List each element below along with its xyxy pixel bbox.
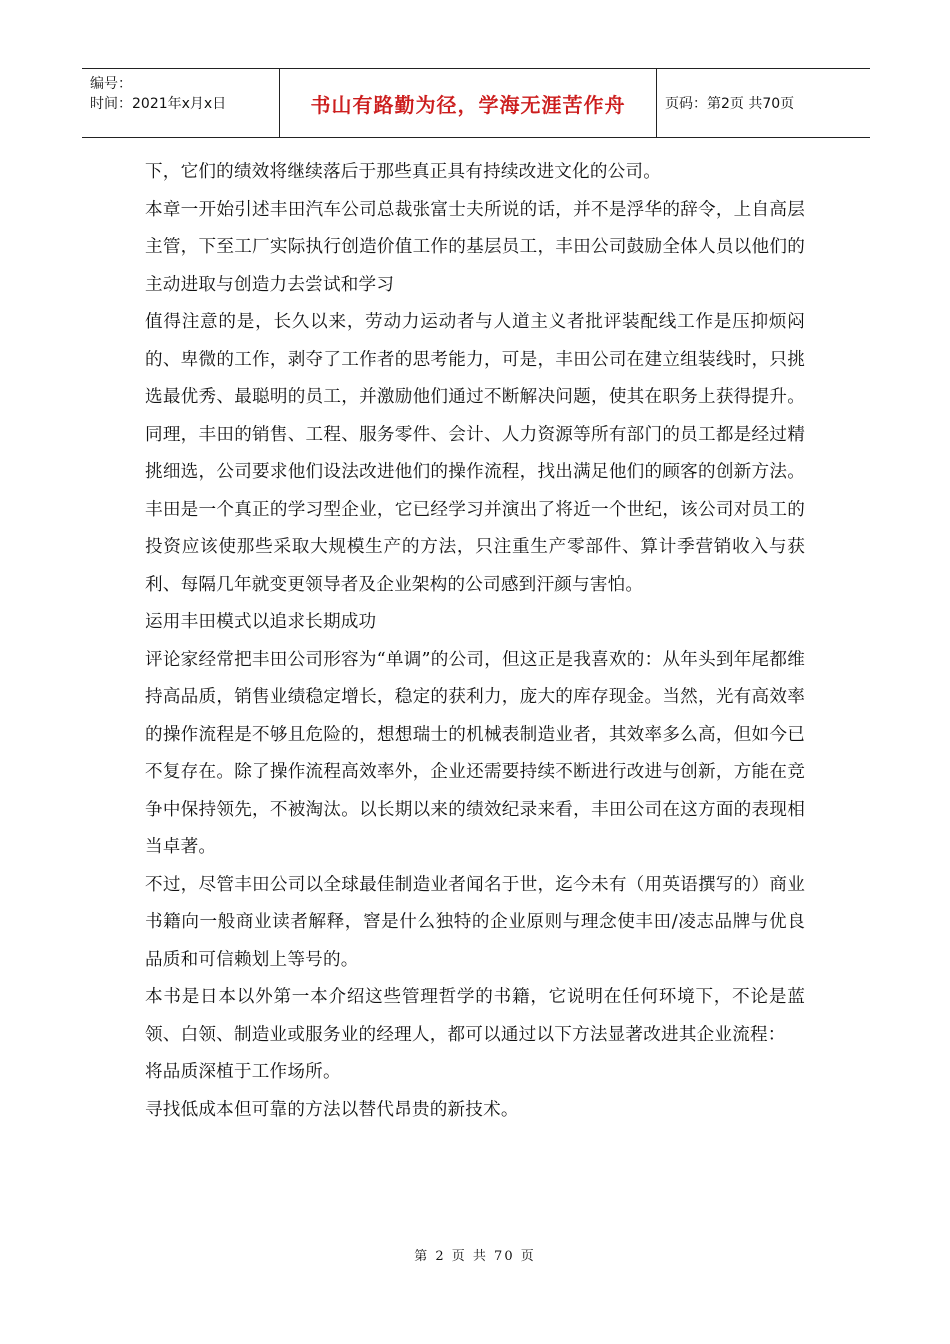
- time-label: 时间：2021年x月x日: [90, 96, 227, 112]
- page-footer: 第 2 页 共 70 页: [414, 1249, 536, 1264]
- paragraph: 评论家经常把丰田公司形容为“单调”的公司，但这正是我喜欢的：从年头到年尾都维持高品质，销售业绩稳定增长，稳定的获利力，庞大的库存现金。当然，光有高效率的操作流程是不够且危险的，想想瑞士的机械表制造业者，其效率多么高，但如今已不复存在。除了操作流程高效率外，企业还需要持续不断进行改进与创新，方能在竞争中保持领先，不被淘汰。以长期以来的绩效纪录来看，丰田公司在这方面的表现相当卓著。: [145, 649, 805, 857]
- document-body: [145, 154, 805, 1129]
- section-heading: 运用丰田模式以追求长期成功: [145, 612, 377, 632]
- paragraph: 下，它们的绩效将继续落后于那些真正具有持续改进文化的公司。: [145, 162, 662, 182]
- header-meta: [82, 69, 280, 137]
- list-item: 寻找低成本但可靠的方法以替代昂贵的新技术。: [145, 1099, 519, 1120]
- paragraph: 值得注意的是，长久以来，劳动力运动者与人道主义者批评装配线工作是压抑烦闷的、卑微的工作，剥夺了工作者的思考能力，可是，丰田公司在建立组装线时，只挑选最优秀、最聪明的员工，并激励他们通过不断解决问题，使其在职务上获得提升。同理，丰田的销售、工程、服务零件、会计、人力资源等所有部门的员工都是经过精挑细选，公司要求他们设法改进他们的操作流程，找出满足他们的顾客的创新方法。丰田是一个真正的学习型企业，它已经学习并演出了将近一个世纪，该公司对员工的投资应该使那些采取大规模生产的方法，只注重生产零部件、算计季营销收入与获利、每隔几年就变更领导者及企业架构的公司感到汗颜与害怕。: [145, 312, 805, 595]
- number-label: 编号：: [90, 76, 132, 92]
- paragraph: 本章一开始引述丰田汽车公司总裁张富士夫所说的话，并不是浮华的辞令，上自高层主管，下至工厂实际执行创造价值工作的基层员工，丰田公司鼓励全体人员以他们的主动进取与创造力去尝试和学习: [145, 199, 805, 295]
- header-page-label: 页码：第2页 共70页: [665, 96, 795, 112]
- paragraph: 不过，尽管丰田公司以全球最佳制造业者闻名于世，迄今未有（用英语撰写的）商业书籍向一般商业读者解释，窨是什么独特的企业原则与理念使丰田/凌志品牌与优良品质和可信赖划上等号的。: [145, 874, 805, 970]
- list-item: 将品质深植于工作场所。: [145, 1062, 341, 1082]
- page-header: [82, 68, 870, 138]
- paragraph: 本书是日本以外第一本介绍这些管理哲学的书籍，它说明在任何环境下，不论是蓝领、白领、制造业或服务业的经理人，都可以通过以下方法显著改进其企业流程：: [145, 987, 805, 1045]
- header-motto: 书山有路勤为径，学海无涯苦作舟: [280, 69, 657, 137]
